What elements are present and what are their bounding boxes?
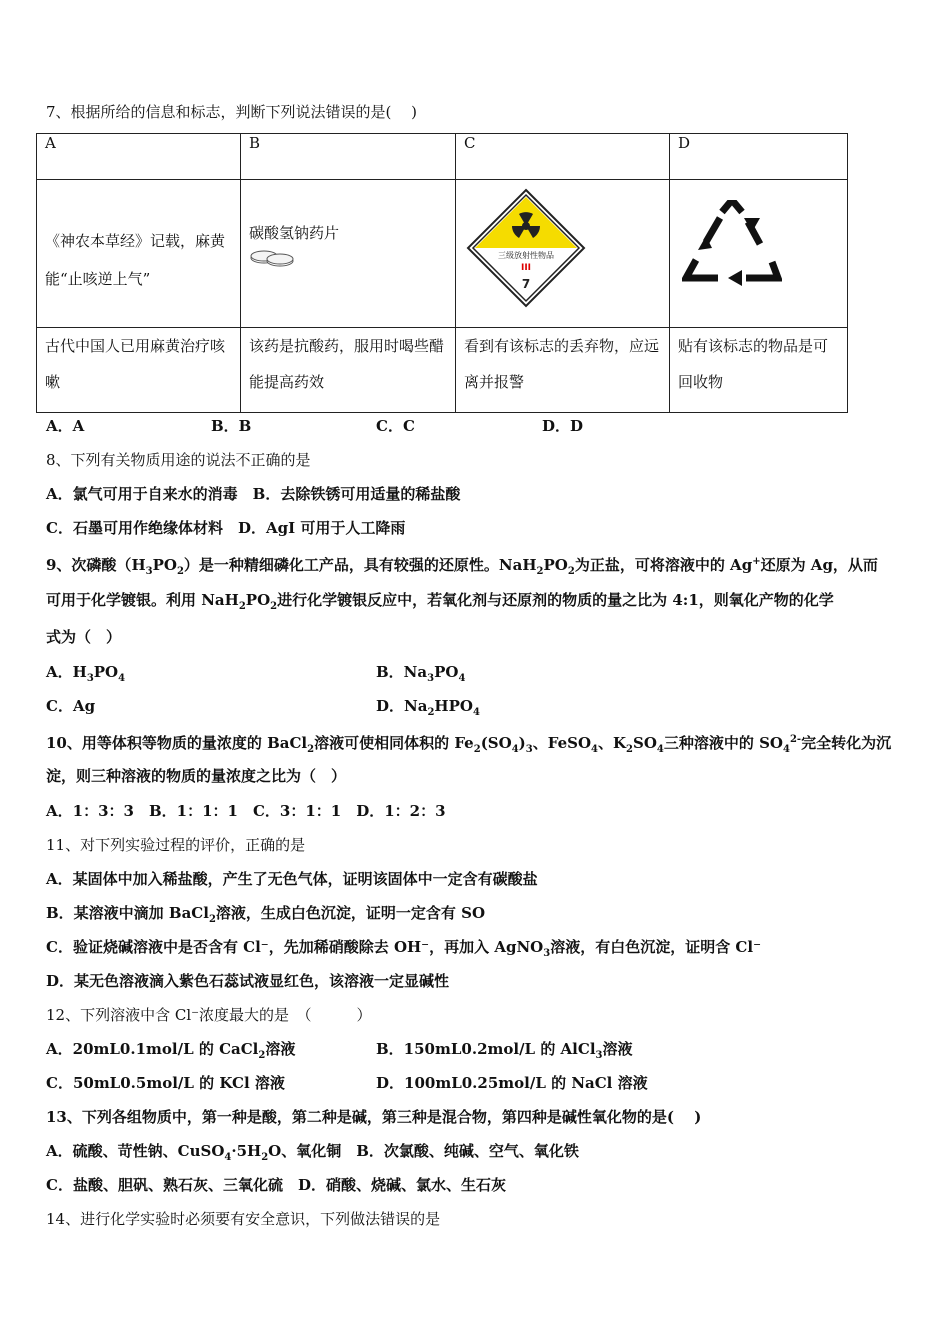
radioactive-sign-icon xyxy=(466,188,586,308)
q13-stem: 13、下列各组物质中，第一种是酸，第二种是碱，第三种是混合物，第四种是碱性氧化物的是( ) xyxy=(46,1108,702,1126)
sign-number: 7 xyxy=(521,277,531,291)
q9-option-b: B．$Na_3PO_4$ xyxy=(376,663,466,684)
q11-stem: 11、对下列实验过程的评价，正确的是 xyxy=(46,836,306,854)
q13-options-2: C．盐酸、胆矾、熟石灰、三氧化硫 D．硝酸、烧碱、氯水、生石灰 xyxy=(46,1176,506,1194)
q7-stem: 7、根据所给的信息和标志，判断下列说法错误的是( ) xyxy=(46,103,418,121)
q12-option-a: A．20mL0.1mol/L 的 CaCl$_2$溶液 xyxy=(46,1040,296,1061)
q13-options-1: A．硫酸、苛性钠、$CuSO_4\cdot 5H_2O$、氧化铜 B．次氯酸、纯碱、空气、氧化铁 xyxy=(46,1142,579,1163)
q11-option-c: C．验证烧碱溶液中是否含有 Cl⁻，先加稀硝酸除去 OH⁻，再加入 AgNO$_3$溶液，有白色沉淀，证明含 Cl⁻ xyxy=(46,938,761,959)
q7-option-a: A．A xyxy=(46,417,85,435)
q8-stem: 8、下列有关物质用途的说法不正确的是 xyxy=(46,451,311,469)
desc-b: 该药是抗酸药，服用时喝些醋能提高药效 xyxy=(241,328,456,413)
q7-option-b: B．B xyxy=(211,417,252,435)
tablet-icon xyxy=(249,249,295,269)
q11-option-b: B．某溶液中滴加 BaCl$_2$溶液，生成白色沉淀，证明一定含有 SO xyxy=(46,904,486,925)
desc-c: 看到有该标志的丢弃物，应远离并报警 xyxy=(456,328,670,413)
q8-options-1: A．氯气可用于自来水的消毒 B．去除铁锈可用适量的稀盐酸 xyxy=(46,485,461,503)
q9-line1: 9、次磷酸$(H_3PO_2)$是一种精细磷化工产品，具有较强的还原性。$NaH_2PO_2$为正盐，可将溶液中的 Ag+还原为 Ag，从而 xyxy=(46,556,878,577)
sign-label: 三级放射性物品 xyxy=(498,251,554,260)
q7-option-d: D．D xyxy=(542,417,584,435)
q9-line2: 可用于化学镀银。利用 $NaH_2PO_2$进行化学镀银反应中，若氧化剂与还原剂的物质的量之比为 4:1，则氧化产物的化学 xyxy=(46,591,834,612)
col-d-header: D xyxy=(670,134,848,180)
cell-a-text: 《神农本草经》记载，麻黄能“止咳逆上气” xyxy=(37,180,241,328)
cell-d-sign xyxy=(670,180,848,328)
q7-option-c: C．C xyxy=(376,417,415,435)
q9-option-c: C．Ag xyxy=(46,697,96,715)
q8-options-2: C．石墨可用作绝缘体材料 D．AgI 可用于人工降雨 xyxy=(46,519,406,537)
q9-option-a: A．$H_3PO_4$ xyxy=(46,663,126,684)
q9-line3: 式为（ ） xyxy=(46,628,122,646)
recycle-icon xyxy=(682,200,782,290)
q10-line2: 淀，则三种溶液的物质的量浓度之比为（ ） xyxy=(46,767,347,785)
q12-option-b: B．150mL0.2mol/L 的 AlCl$_3$溶液 xyxy=(376,1040,633,1061)
q11-option-a: A．某固体中加入稀盐酸，产生了无色气体，证明该固体中一定含有碳酸盐 xyxy=(46,870,538,888)
q9-option-d: D．$Na_2HPO_4$ xyxy=(376,697,480,718)
q14-stem: 14、进行化学实验时必须要有安全意识，下列做法错误的是 xyxy=(46,1210,441,1228)
q12-option-c: C．50mL0.5mol/L 的 KCl 溶液 xyxy=(46,1074,285,1092)
sign-roman: III xyxy=(520,263,532,273)
col-c-header: C xyxy=(456,134,670,180)
cell-c-sign xyxy=(456,180,670,328)
q7-table xyxy=(36,133,848,413)
cell-b-text: 碳酸氢钠药片 xyxy=(241,180,456,328)
q12-stem: 12、下列溶液中含 Cl⁻浓度最大的是 （ ） xyxy=(46,1006,372,1024)
q10-line1: 10、用等体积等物质的量浓度的 BaCl$_2$溶液可使相同体积的 $Fe_2(SO_4)_3$、FeSO$_4$、$K_2SO_4$三种溶液中的 $SO_4^{2-}$完全转化为沉 xyxy=(46,734,892,755)
q10-options: A．1：3：3 B．1：1：1 C．3：1：1 D．1：2：3 xyxy=(46,802,446,820)
q11-option-d: D．某无色溶液滴入紫色石蕊试液显红色，该溶液一定显碱性 xyxy=(46,972,450,990)
desc-d: 贴有该标志的物品是可回收物 xyxy=(670,328,848,413)
col-a-header: A xyxy=(37,134,241,180)
q12-option-d: D．100mL0.25mol/L 的 NaCl 溶液 xyxy=(376,1074,648,1092)
desc-a: 古代中国人已用麻黄治疗咳嗽 xyxy=(37,328,241,413)
col-b-header: B xyxy=(241,134,456,180)
